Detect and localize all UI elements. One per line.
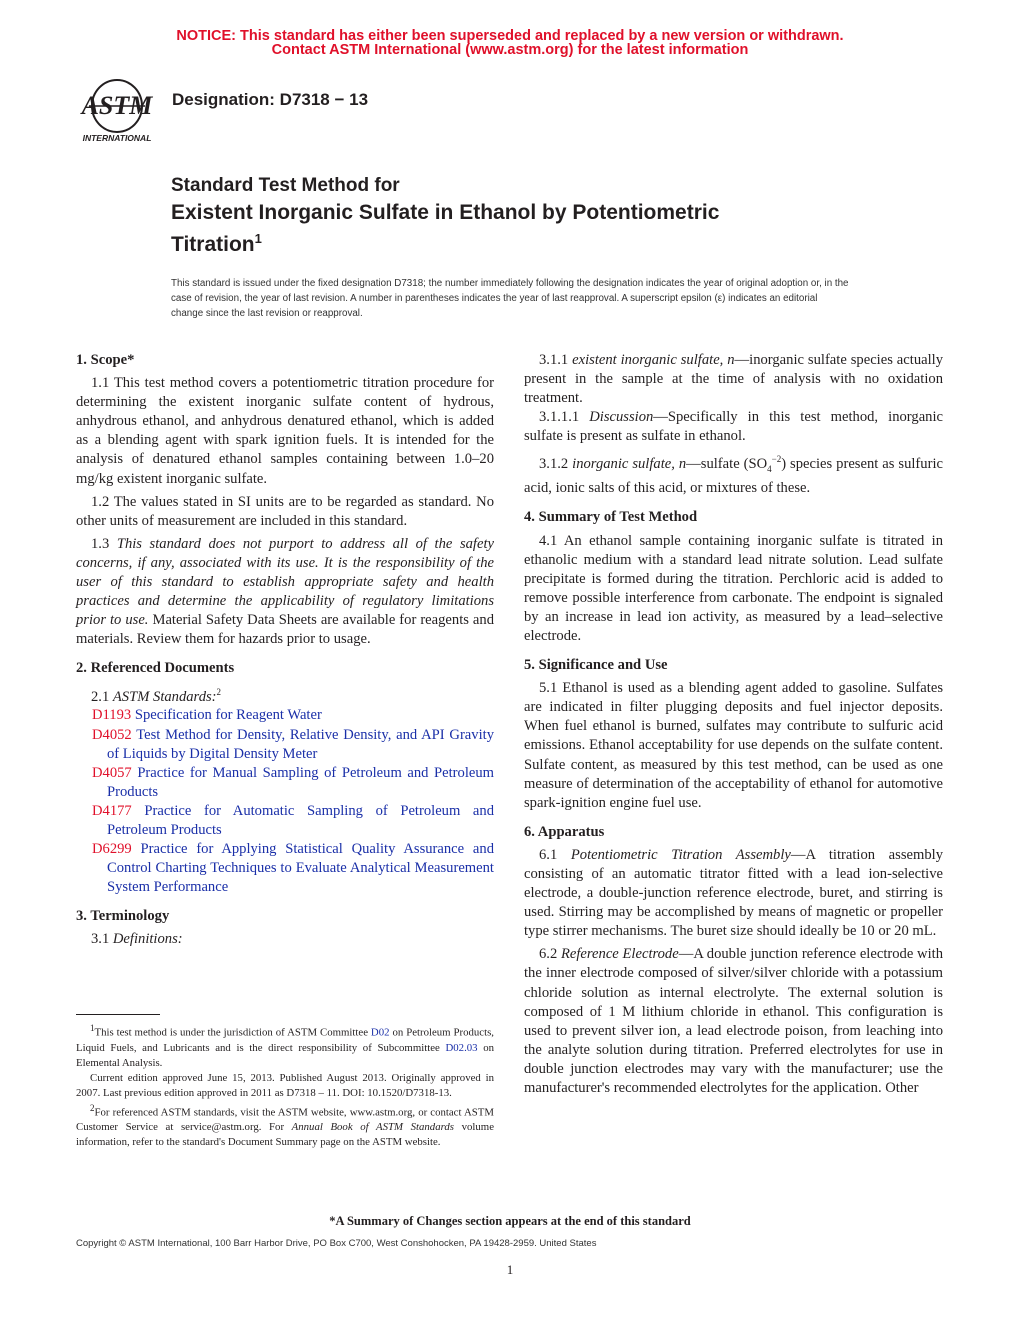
ref-d1193[interactable]: D1193 Specification for Reagent Water: [92, 707, 322, 724]
ref-d4052[interactable]: D4052 Test Method for Density, Relative Density, and API Gravity of Liquids by Digital Density Meter: [92, 726, 494, 762]
page-number: 1: [506, 1262, 514, 1277]
title-line-3: Titration: [171, 233, 255, 256]
para-3-1-1-1: 3.1.1.1 Discussion—Specifically in this test method, inorganic sulfate is present as sulfate in ethanol.: [524, 409, 944, 445]
summary-of-changes-note: *A Summary of Changes section appears at the end of this standard: [329, 1214, 691, 1228]
section-heading-terminology: 3. Terminology: [76, 908, 170, 925]
document-title: [171, 200, 871, 258]
para-6-2: 6.2 Reference Electrode—A double junction reference electrode with the inner electrode composed of silver/silver chloride with a potassium chloride solution as internal electrolyte. The external solution is composed of 1 M lithium chloride in ethanol. This configuration is used to prevent silver ion, a lead electrode poison, from leaching into the analyte solution during titration. Preferred electrolytes for use in double junction electrodes may vary with the manufacturer; use the manufacturer's recommended electrolytes for the application. Other: [524, 946, 943, 1097]
section-heading-referenced-documents: 2. Referenced Documents: [76, 660, 235, 677]
para-3-1: 3.1 Definitions:: [91, 931, 183, 948]
footnote-rule: [76, 1014, 160, 1015]
para-2-1: 2.1 ASTM Standards:$^2$: [91, 686, 222, 705]
left-column: [76, 351, 494, 950]
ref-d4177[interactable]: D4177 Practice for Automatic Sampling of Petroleum and Petroleum Products: [92, 802, 495, 839]
title-line-2: Existent Inorganic Sulfate in Ethanol by Potentiometric: [171, 201, 720, 224]
astm-logo: [76, 78, 158, 144]
logo-letters: ASTM: [81, 91, 153, 120]
notice-line-1: NOTICE: This standard has either been superseded and replaced by a new version or withdrawn.: [176, 28, 844, 44]
section-heading-apparatus: 6. Apparatus: [524, 823, 605, 840]
referenced-documents-list: [76, 706, 494, 897]
title-footnote-mark: 1: [254, 231, 262, 246]
section-heading-significance: 5. Significance and Use: [524, 657, 668, 674]
section-heading-summary: 4. Summary of Test Method: [524, 509, 698, 526]
para-1-3: 1.3 This standard does not purport to address all of the safety concerns, if any, associated with its use. It is the responsibility of the user of this standard to establish appropriate safety and health practices and determine the applicability of regulatory limitations prior to use. Material Safety Data Sheets are available for reagents and materials. Review them for hazards prior to usage.: [76, 535, 495, 648]
footnote-1: $^1$This test method is under the jurisdiction of ASTM Committee D02 on Petroleum Products, Liquid Fuels, and Lubricants and is the direct responsibility of Subcommittee D02.03 on Elemental Analysis.: [76, 1023, 495, 1069]
right-column: [524, 351, 943, 1098]
footnotes: [76, 1021, 494, 1150]
designation: Designation: D7318 − 13: [172, 90, 369, 109]
footnote-2: $^2$For referenced ASTM standards, visit the ASTM website, www.astm.org, or contact ASTM Customer Service at service@astm.org. For Annual Book of ASTM Standards volume information, refer to the standard's Document Summary page on the ASTM website.: [76, 1102, 494, 1149]
link-d02-03[interactable]: D02.03: [445, 1041, 478, 1054]
ref-d4057[interactable]: D4057 Practice for Manual Sampling of Petroleum and Petroleum Products: [92, 764, 494, 800]
link-d02[interactable]: D02: [370, 1026, 390, 1039]
para-3-1-2: 3.1.2 inorganic sulfate, n—sulfate $(SO_4^{-2})$ species present as sulfuric acid, ionic salts of this acid, or mixtures of these.: [524, 454, 943, 497]
para-6-1: 6.1 Potentiometric Titration Assembly—A titration assembly consisting of an automatic titrator fitted with a lead ion-selective electrode, a double-junction reference electrode, buret, and stirring is used. Stirring may be accomplished by means of magnetic or propeller type stirrer mechanisms. The buret size should ideally be 10 or 20 mL.: [524, 846, 943, 940]
copyright: Copyright © ASTM International, 100 Barr Harbor Drive, PO Box C700, West Conshohocken, PA 19428-2959. United States: [76, 1238, 597, 1249]
section-heading-scope: 1. Scope*: [76, 352, 135, 368]
notice-line-2: Contact ASTM International (www.astm.org) for the latest information: [271, 42, 749, 58]
para-3-1-1: 3.1.1 existent inorganic sulfate, n—inorganic sulfate species actually present in the sample at the time of analysis with no oxidation treatment.: [524, 352, 943, 407]
logo-subtitle: INTERNATIONAL: [82, 133, 152, 143]
preamble: This standard is issued under the fixed designation D7318; the number immediately following the designation indicates the year of original adoption or, in the case of revision, the year of last revision. A number in parentheses indicates the year of last reapproval. A superscript epsilon (ε) indicates an editorial change since the last revision or reapproval.: [171, 278, 849, 319]
para-5-1: 5.1 Ethanol is used as a blending agent added to gasoline. Sulfates are indicated in filter plugging deposits and fuel injector deposits. When fuel ethanol is burned, sulfates may contribute to sulfuric acid emissions. Ethanol acceptability for use depends on the sulfate content. Sulfate content, as measured by this test method, can be used as one measure of determination of the acceptability of ethanol for automotive spark-ignition engine fuel use.: [524, 680, 943, 811]
para-1-2: 1.2 The values stated in SI units are to be regarded as standard. No other units of measurement are included in this standard.: [76, 493, 494, 529]
para-1-1: 1.1 This test method covers a potentiometric titration procedure for determining the existent inorganic sulfate content of hydrous, anhydrous ethanol, and anhydrous denatured ethanol, which is added as a blending agent with spark ignition fuels. It is intended for the analysis of denatured ethanol samples containing between 1.0–20 mg/kg existent inorganic sulfate.: [76, 375, 494, 487]
para-4-1: 4.1 An ethanol sample containing inorganic sulfate is titrated in ethanolic medium with a standard lead nitrate solution. Lead sulfate precipitate is formed during the titration. Perchloric acid is added to remove possible interference from carbonate. The endpoint is signaled by an increase in lead ion activity, as measured by a lead–selective electrode.: [524, 532, 943, 644]
footnote-1-edition: Current edition approved June 15, 2013. Published August 2013. Originally approved in 2007. Last previous edition approved in 2011 as D7318 – 11. DOI: 10.1520/D7318-13.: [76, 1071, 494, 1099]
ref-d6299[interactable]: D6299 Practice for Applying Statistical Quality Assurance and Control Charting Techniques to Evaluate Analytical Measurement System Performance: [92, 841, 494, 896]
title-prefix: Standard Test Method for: [171, 175, 400, 196]
